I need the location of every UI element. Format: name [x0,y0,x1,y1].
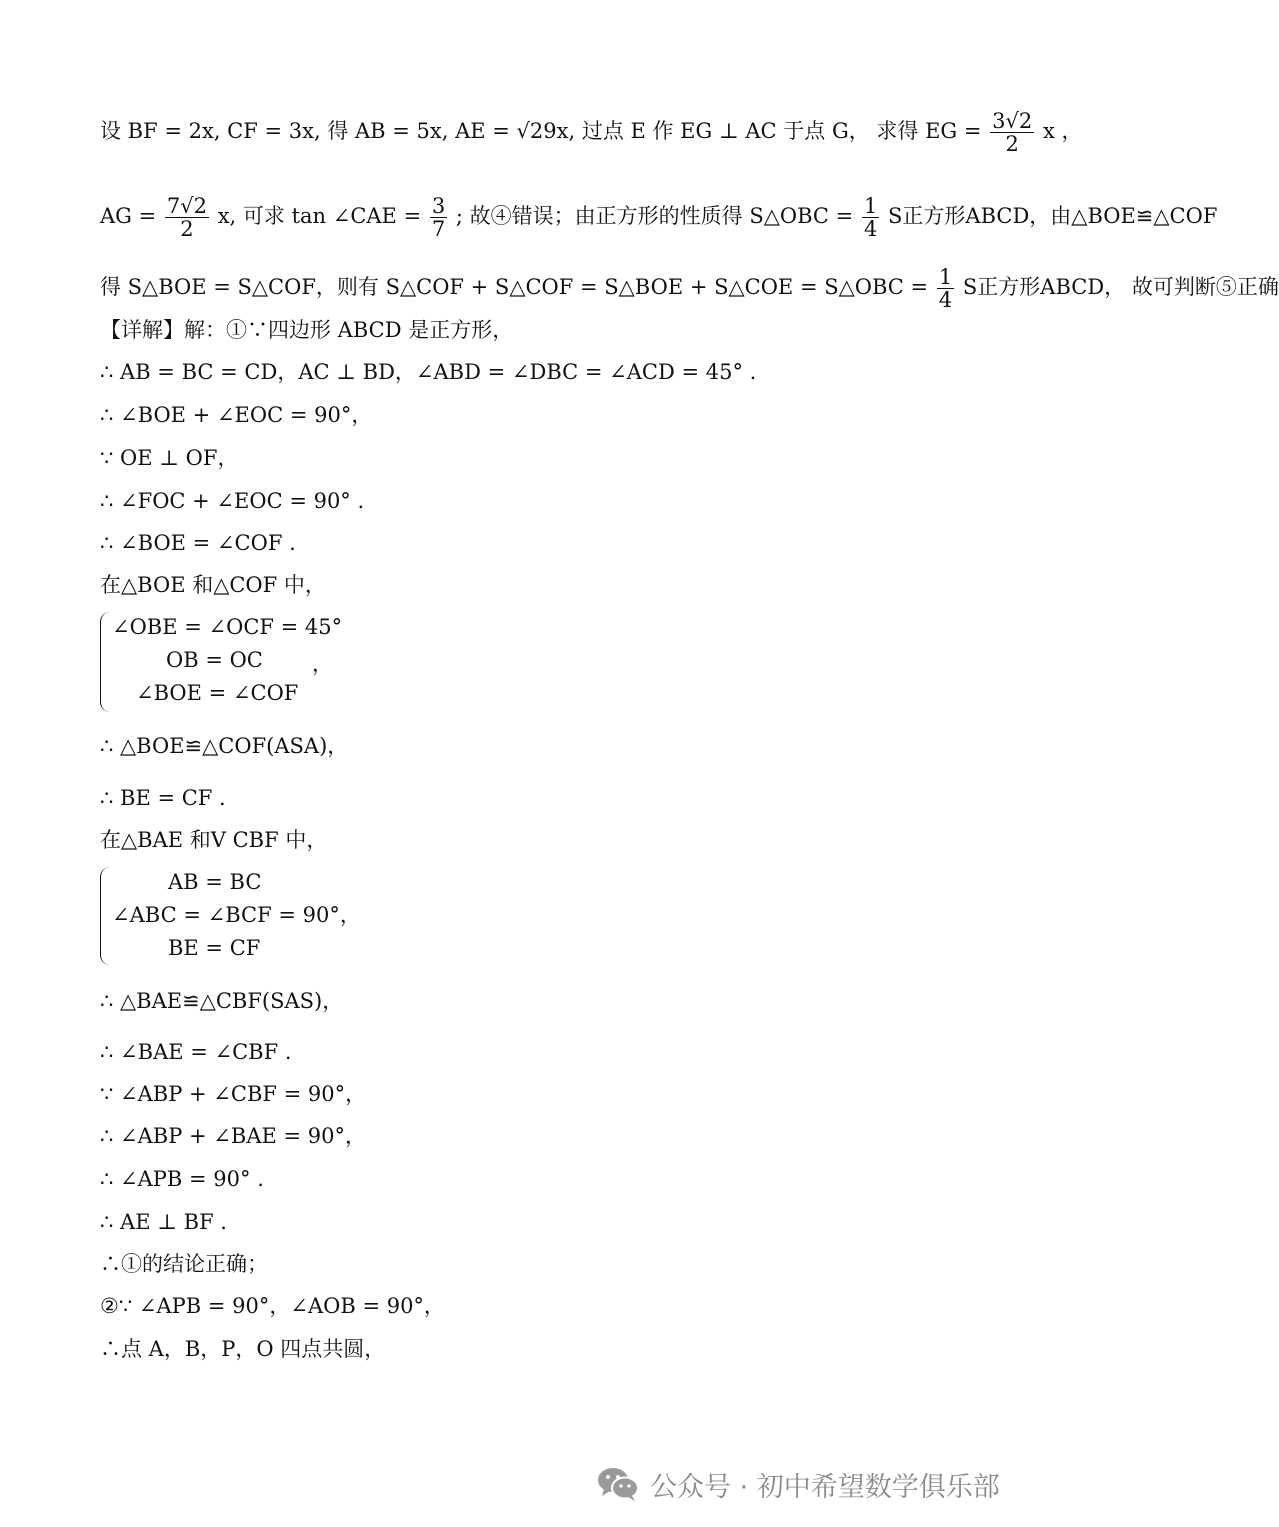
fraction [430,195,447,240]
fraction-numerator: 1 [938,265,953,289]
fraction [990,110,1034,155]
fraction-numerator: 1 [863,194,878,218]
equation-row: ∠BOE = ∠COF [136,681,299,705]
text-line: ∴ ∠ABP + ∠BAE = 90°， [100,1124,366,1148]
text-line: ②∵ ∠APB = 90°，∠AOB = 90°， [100,1294,445,1318]
text-line: ∴ ∠BAE = ∠CBF . [100,1040,292,1064]
equation-row: OB = OC [166,648,263,672]
text-line: 在△BAE 和V CBF 中， [100,828,328,852]
equation-row: BE = CF [168,936,261,960]
text-segment: x, 可求 tan ∠CAE = [217,204,422,229]
equation-row: AB = BC [168,870,262,894]
fraction-denominator: 7 [431,217,446,242]
fraction-numerator: 3√2 [992,109,1033,133]
text-line [100,194,1218,242]
fraction-denominator: 4 [938,288,953,313]
fraction-denominator: 4 [863,217,878,242]
text-segment: ; 故④错误；由正方形的性质得 S△OBC = [455,204,854,229]
text-line [100,109,1083,157]
fraction-denominator: 2 [180,217,194,242]
text-segment: x ， [1042,119,1083,144]
equation-system [100,867,360,965]
text-line: ∵ OE ⊥ OF， [100,446,239,470]
wechat-icon [596,1465,640,1503]
text-line: ∴ AB = BC = CD，AC ⊥ BD，∠ABD = ∠DBC = ∠ACD = 45° . [100,360,757,384]
equation-row: ∠ABC = ∠BCF = 90°， [112,903,361,927]
text-line: 【详解】解：①∵四边形 ABCD 是正方形， [100,318,514,342]
text-line: ∴ AE ⊥ BF . [100,1210,227,1234]
fraction-numerator: 3 [431,194,446,218]
text-line: ∴ BE = CF . [100,786,226,810]
text-line: ∴ ∠BOE + ∠EOC = 90°， [100,403,373,427]
fraction [165,195,209,240]
text-line: ∴ ∠FOC + ∠EOC = 90° . [100,489,365,513]
text-segment: S正方形ABCD， 故可判断⑤正确 [962,275,1279,300]
text-segment: S正方形ABCD，由△BOE≌△COF [888,204,1218,229]
text-line: ∴ △BOE≌△COF(ASA)， [100,734,349,758]
text-line [100,265,1279,313]
text-line: ∴点 A，B，P，O 四点共圆， [100,1337,386,1361]
watermark [596,1462,1000,1506]
fraction [937,266,954,311]
text-line: ∴①的结论正确； [100,1252,268,1276]
text-line: ∴ ∠APB = 90° . [100,1167,264,1191]
text-line: 在△BOE 和△COF 中， [100,573,326,597]
fraction-denominator: 2 [1005,132,1019,157]
fraction-numerator: 7√2 [166,194,208,218]
text-line: ∵ ∠ABP + ∠CBF = 90°， [100,1082,367,1106]
text-line: ∴ ∠BOE = ∠COF . [100,531,296,555]
left-brace [100,867,111,965]
watermark-text: 公众号 · 初中希望数学俱乐部 [650,1471,1000,1503]
text-segment: AG = [100,204,157,229]
left-brace [100,612,111,712]
text-segment: 设 BF = 2x, CF = 3x, 得 AB = 5x, AE = √29x, 过点 E 作 EG ⊥ AC 于点 G， 求得 EG = [100,119,982,144]
equation-system [100,612,400,712]
text-segment: 得 S△BOE = S△COF，则有 S△COF + S△COF = S△BOE + S△COE = S△OBC = [100,275,929,300]
fraction [862,195,879,240]
text-line: ∴ △BAE≌△CBF(SAS)， [100,989,344,1013]
punctuation: ， [312,652,333,676]
equation-row: ∠OBE = ∠OCF = 45° [112,615,343,639]
